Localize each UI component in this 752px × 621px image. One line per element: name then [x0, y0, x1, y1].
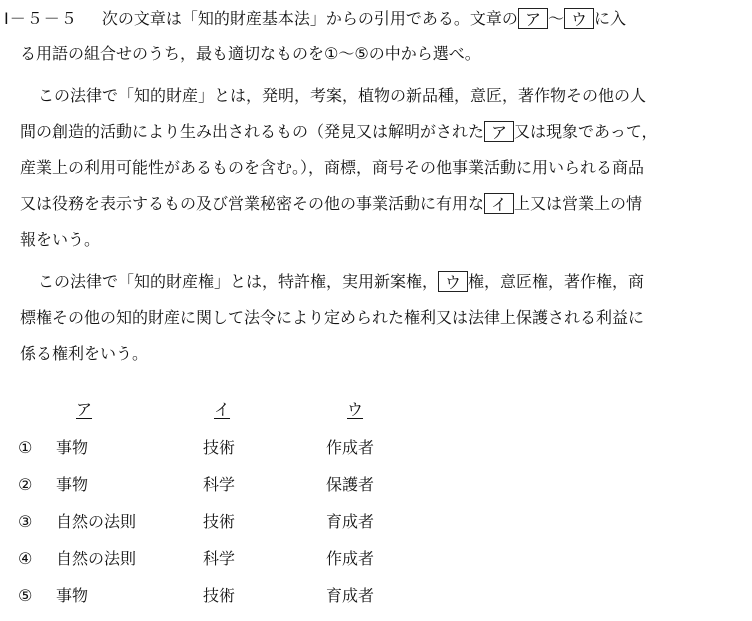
- option-u-term: 保護者: [326, 475, 375, 494]
- question-stem-line-2: る用語の組合せのうち，最も適切なものを①～⑤の中から選べ。: [20, 44, 481, 63]
- option-row-5: [0, 584, 752, 608]
- passage-p1-line-5: 報をいう。: [20, 230, 101, 249]
- question-stem-text-end: に入: [593, 9, 626, 28]
- passage-text: 間の創造的活動により生み出されるもの（発見又は解明がされた: [20, 122, 485, 141]
- option-number: ③: [18, 512, 33, 531]
- question-stem-line-1: [4, 8, 626, 30]
- option-number: ④: [18, 549, 33, 568]
- passage-p1-line-1: この法律で「知的財産」とは，発明，考案，植物の新品種，意匠，著作物その他の人: [38, 86, 647, 105]
- option-i-term: 科学: [203, 549, 236, 568]
- option-a-term: 自然の法則: [56, 512, 137, 531]
- option-u-term: 育成者: [326, 512, 375, 531]
- passage-text: 権，意匠権，著作権，商: [468, 272, 645, 291]
- question-number: Ⅰ－５－５: [4, 9, 78, 28]
- passage-text: 又は現象であって，: [514, 122, 658, 141]
- option-row-4: [0, 547, 752, 571]
- option-number: ①: [18, 438, 33, 457]
- option-a-term: 事物: [56, 438, 89, 457]
- option-number: ②: [18, 475, 33, 494]
- passage-p1-line-4: [20, 193, 642, 215]
- option-number: ⑤: [18, 586, 33, 605]
- option-i-term: 技術: [203, 512, 236, 531]
- passage-p2-line-3: 係る権利をいう。: [20, 344, 149, 363]
- blank-box-a-range-start: ア: [518, 8, 548, 29]
- passage-p1-line-3: 産業上の利用可能性があるものを含む。），商標，商号その他事業活動に用いられる商品: [20, 158, 645, 177]
- tilde: ～: [547, 9, 564, 28]
- question-stem-text: 次の文章は「知的財産基本法」からの引用である。文章の: [101, 9, 518, 28]
- passage-p1-line-2: [20, 121, 658, 143]
- option-i-term: 科学: [203, 475, 236, 494]
- option-i-term: 技術: [203, 438, 236, 457]
- passage-text: 又は役務を表示するもの及び営業秘密その他の事業活動に有用な: [20, 194, 485, 213]
- option-row-1: [0, 436, 752, 460]
- option-header-a: ア: [76, 400, 93, 419]
- option-a-term: 事物: [56, 475, 89, 494]
- passage-p2-line-2: 標権その他の知的財産に関して法令により定められた権利又は法律上保護される利益に: [20, 308, 645, 327]
- passage-text: この法律で「知的財産権」とは，特許権，実用新案権，: [38, 272, 439, 291]
- blank-box-i: イ: [484, 193, 514, 214]
- passage-text: 上又は営業上の情: [514, 194, 643, 213]
- option-u-term: 育成者: [326, 586, 375, 605]
- option-row-2: [0, 473, 752, 497]
- option-header-u: ウ: [347, 400, 364, 419]
- blank-box-a: ア: [484, 121, 514, 142]
- option-u-term: 作成者: [326, 438, 375, 457]
- blank-box-u: ウ: [438, 271, 468, 292]
- option-a-term: 自然の法則: [56, 549, 137, 568]
- passage-p2-line-1: [38, 271, 644, 293]
- option-header-i: イ: [214, 400, 231, 419]
- option-i-term: 技術: [203, 586, 236, 605]
- option-u-term: 作成者: [326, 549, 375, 568]
- blank-box-u-range-end: ウ: [564, 8, 594, 29]
- option-a-term: 事物: [56, 586, 89, 605]
- option-row-3: [0, 510, 752, 534]
